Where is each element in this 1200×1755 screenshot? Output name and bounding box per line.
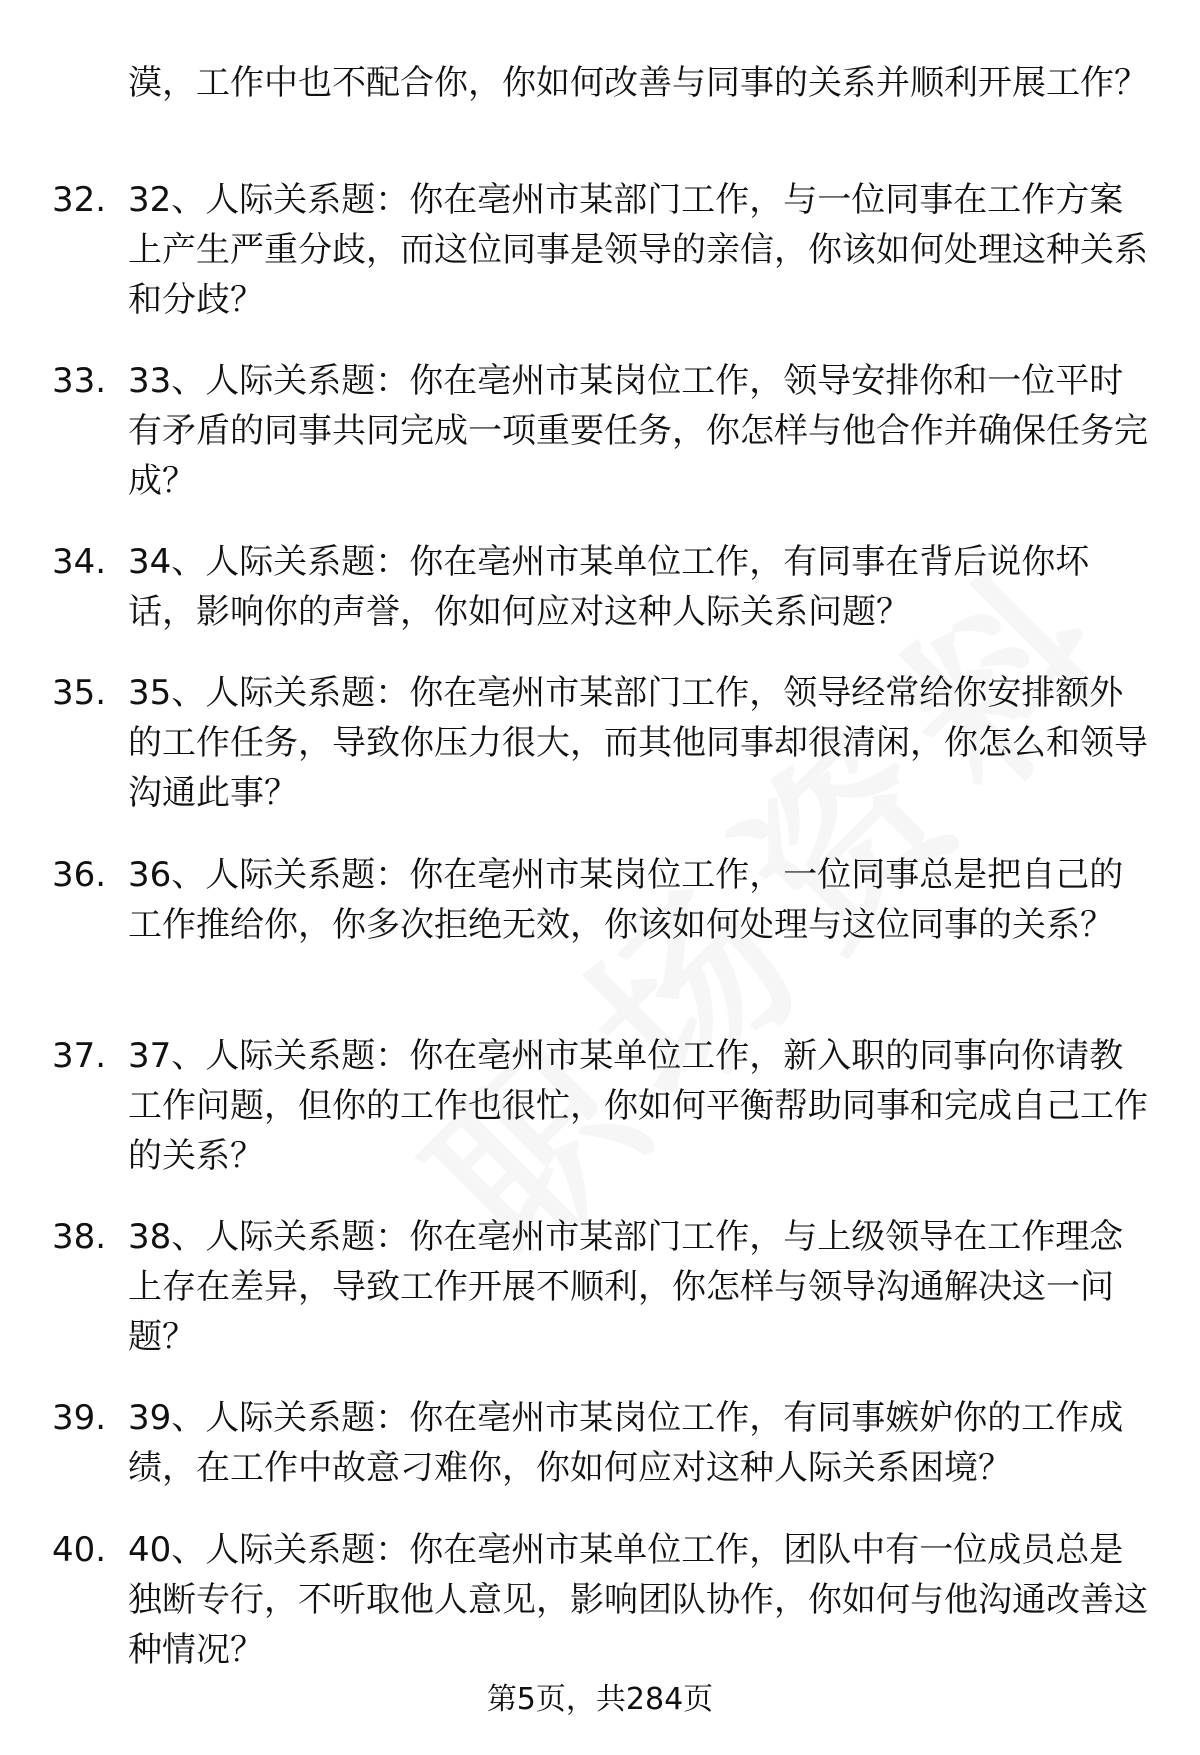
page-footer: 第5页，共284页 — [486, 1682, 714, 1717]
question-number: 35. — [52, 673, 107, 713]
question-text: 34、人际关系题：你在亳州市某单位工作，有同事在背后说你坏话，影响你的声誉，你如何应对这种人际关系问题？ — [128, 542, 1090, 632]
question-text: 40、人际关系题：你在亳州市某单位工作，团队中有一位成员总是独断专行，不听取他人意见，影响团队协作，你如何与他沟通改善这种情况？ — [128, 1530, 1148, 1670]
question-number: 36. — [52, 855, 107, 895]
question-text: 32、人际关系题：你在亳州市某部门工作，与一位同事在工作方案上产生严重分歧，而这位同事是领导的亲信，你该如何处理这种关系和分歧？ — [128, 180, 1148, 320]
question-number: 32. — [52, 180, 107, 220]
question-text: 39、人际关系题：你在亳州市某岗位工作，有同事嫉妒你的工作成绩，在工作中故意刁难你，你如何应对这种人际关系困境？ — [128, 1398, 1124, 1488]
question-number: 38. — [52, 1217, 107, 1257]
question-number: 40. — [52, 1530, 107, 1570]
continued-question-text: 漠，工作中也不配合你，你如何改善与同事的关系并顺利开展工作？ — [128, 63, 1148, 103]
question-number: 39. — [52, 1398, 107, 1438]
question-text: 38、人际关系题：你在亳州市某部门工作，与上级领导在工作理念上存在差异，导致工作开展不顺利，你怎样与领导沟通解决这一问题？ — [128, 1217, 1124, 1357]
question-number: 34. — [52, 542, 107, 582]
question-number: 37. — [52, 1036, 107, 1076]
question-number: 33. — [52, 361, 107, 401]
question-text: 35、人际关系题：你在亳州市某部门工作，领导经常给你安排额外的工作任务，导致你压力很大，而其他同事却很清闲，你怎么和领导沟通此事？ — [128, 673, 1148, 813]
question-text: 33、人际关系题：你在亳州市某岗位工作，领导安排你和一位平时有矛盾的同事共同完成一项重要任务，你怎样与他合作并确保任务完成？ — [128, 361, 1148, 501]
question-text: 36、人际关系题：你在亳州市某岗位工作，一位同事总是把自己的工作推给你，你多次拒绝无效，你该如何处理与这位同事的关系？ — [128, 855, 1124, 945]
question-text: 37、人际关系题：你在亳州市某单位工作，新入职的同事向你请教工作问题，但你的工作也很忙，你如何平衡帮助同事和完成自己工作的关系？ — [128, 1036, 1148, 1176]
